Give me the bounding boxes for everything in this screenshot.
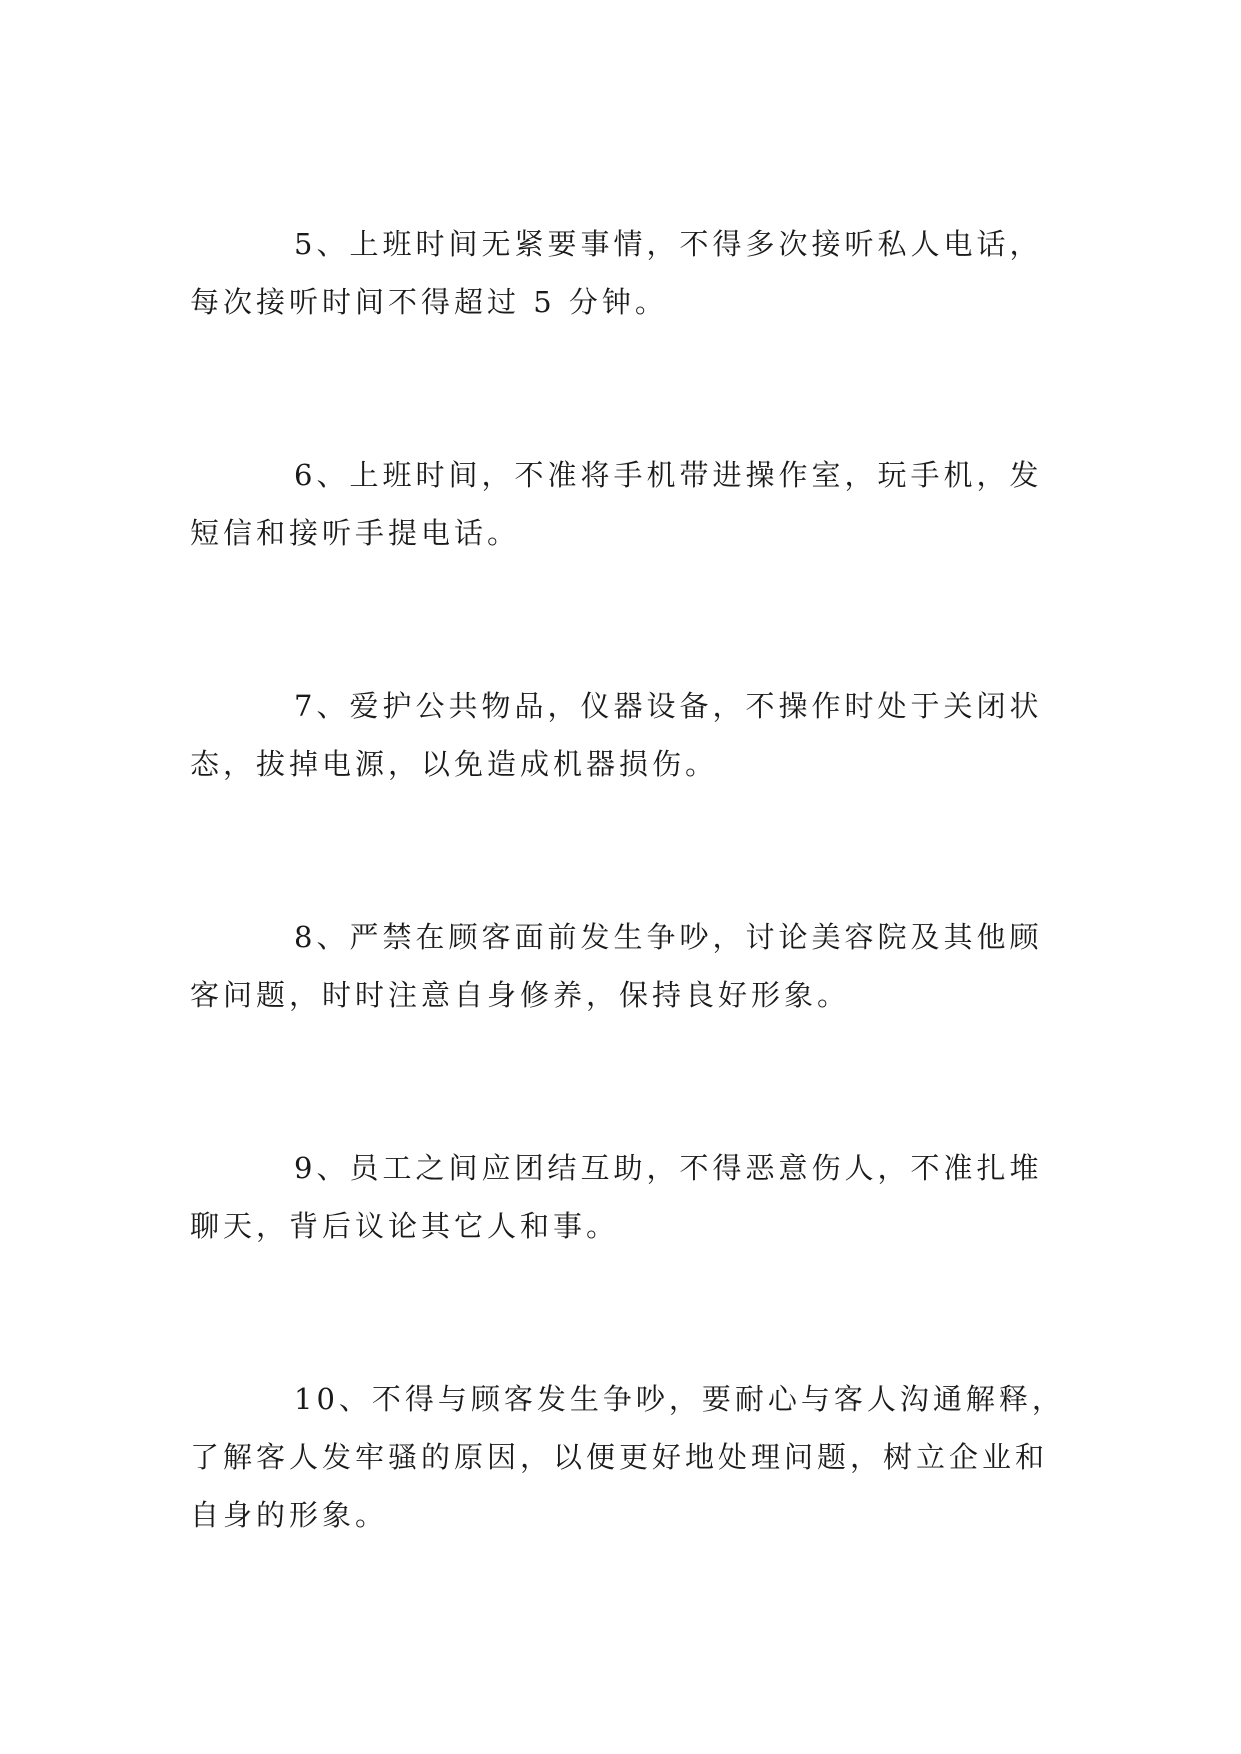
- rule-item-5: 5、上班时间无紧要事情，不得多次接听私人电话，每次接听时间不得超过 5 分钟。: [190, 227, 1043, 319]
- rule-item-6: 6、上班时间，不准将手机带进操作室，玩手机，发短信和接听手提电话。: [190, 458, 1043, 550]
- rule-item-7: 7、爱护公共物品，仪器设备，不操作时处于关闭状态，拔掉电源，以免造成机器损伤。: [190, 689, 1043, 781]
- rule-item-10: 10、不得与顾客发生争吵，要耐心与客人沟通解释，了解客人发牢骚的原因，以便更好地处理问题，树立企业和自身的形象。: [190, 1382, 1065, 1532]
- rule-item-8: 8、严禁在顾客面前发生争吵，讨论美容院及其他顾客问题，时时注意自身修养，保持良好形象。: [190, 920, 1043, 1012]
- rule-item-9: 9、员工之间应团结互助，不得恶意伤人，不准扎堆聊天，背后议论其它人和事。: [190, 1151, 1043, 1243]
